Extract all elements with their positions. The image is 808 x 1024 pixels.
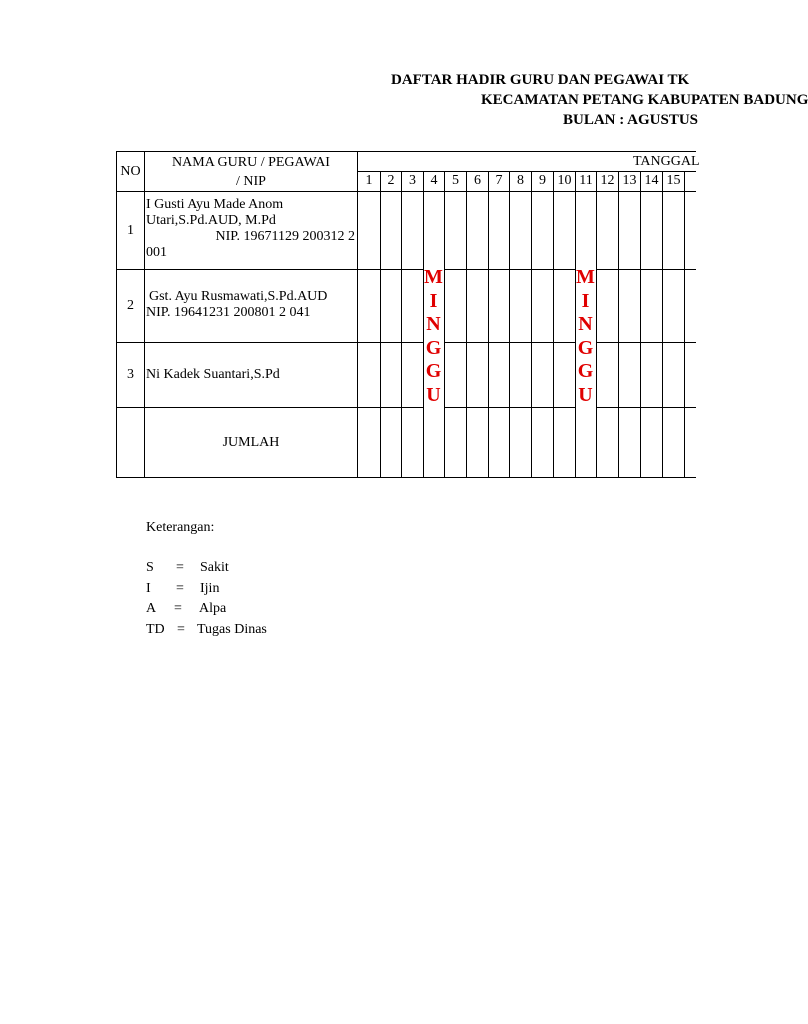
day-header-7: 7	[495, 173, 503, 188]
legend-equals: =	[176, 560, 184, 575]
table-top-border	[116, 151, 696, 152]
col-border-day-2	[401, 171, 402, 478]
row-1-no: 1	[127, 222, 134, 238]
col-border-day-11	[596, 171, 597, 478]
day-header-3: 3	[409, 173, 416, 188]
sunday-letter: G	[425, 336, 442, 359]
legend-code: I	[146, 581, 151, 596]
col-border-day-13	[640, 171, 641, 478]
day-header-13: 13	[622, 173, 637, 188]
col-border-day-6	[488, 171, 489, 478]
row-1-name-line-1: I Gusti Ayu Made Anom	[146, 197, 284, 212]
col-border-day-1	[380, 171, 381, 478]
sunday-letter: U	[578, 383, 593, 406]
day-header-4: 4	[430, 173, 438, 188]
col-border-day-15	[684, 171, 685, 478]
legend-description: Tugas Dinas	[197, 622, 267, 637]
month-label: BULAN : AGUSTUS	[563, 112, 699, 128]
legend-equals: =	[177, 622, 185, 637]
row-2-name: Gst. Ayu Rusmawati,S.Pd.AUD	[149, 289, 328, 304]
sunday-letter: G	[425, 360, 442, 382]
sunday-letter: N	[426, 313, 441, 335]
col-border-day-9	[553, 171, 554, 478]
row-2-name-cell	[146, 289, 357, 321]
document-title: DAFTAR HADIR GURU DAN PEGAWAI TK	[391, 72, 690, 88]
legend-code: A	[146, 601, 157, 616]
total-label: JUMLAH	[222, 434, 280, 450]
table-bottom-border	[116, 477, 696, 478]
legend-description: Alpa	[199, 601, 227, 616]
col-border-day-5	[466, 171, 467, 478]
header-date-group: TANGGAL	[633, 154, 700, 169]
col-border-day-12	[618, 171, 619, 478]
sunday-letter: G	[577, 336, 594, 359]
sunday-letter: U	[426, 383, 441, 406]
legend-description: Sakit	[200, 560, 229, 575]
day-header-1: 1	[365, 173, 373, 188]
day-header-12: 12	[600, 173, 615, 188]
legend-title: Keterangan:	[146, 520, 215, 535]
legend-description: Ijin	[200, 581, 220, 596]
row-1-nip: NIP. 19671129 200312 2	[215, 229, 355, 244]
legend-equals: =	[174, 601, 182, 616]
row-1-name-cell	[146, 197, 357, 261]
day-header-5: 5	[452, 173, 459, 188]
sunday-letter: I	[581, 289, 590, 312]
sunday-letter: M	[576, 266, 595, 288]
col-border-day-7	[509, 171, 510, 478]
col-border-day-14	[662, 171, 663, 478]
day-header-8: 8	[517, 173, 524, 188]
row-divider-2c	[596, 342, 696, 343]
day-header-2: 2	[387, 173, 395, 188]
legend-equals: =	[176, 581, 184, 596]
sunday-letter: G	[577, 360, 594, 382]
day-header-6: 6	[474, 173, 481, 188]
day-header-15: 15	[666, 173, 681, 188]
sunday-letter: N	[578, 313, 593, 335]
header-bottom-border	[116, 191, 696, 192]
col-border-day-8	[531, 171, 532, 478]
col-border-day-4	[444, 171, 445, 478]
col-border-name	[357, 151, 358, 478]
row-2-nip: NIP. 19641231 200801 2 041	[146, 305, 311, 320]
sunday-label-day-11	[575, 266, 596, 407]
legend-code: TD	[146, 622, 165, 637]
header-name-line-1: NAMA GURU / PEGAWAI	[172, 155, 330, 170]
document-subtitle: KECAMATAN PETANG KABUPATEN BADUNG	[481, 92, 808, 108]
row-2-no: 2	[127, 298, 134, 313]
row-divider-1c	[596, 269, 696, 270]
sunday-letter: I	[429, 289, 438, 312]
row-3-no: 3	[127, 367, 134, 382]
day-header-9: 9	[539, 173, 546, 188]
header-no: NO	[120, 163, 141, 179]
row-divider-1a	[116, 269, 423, 270]
legend-code: S	[146, 560, 154, 575]
header-name-line-2: / NIP	[236, 174, 266, 189]
row-divider-3c	[596, 407, 696, 408]
row-1-name-line-2: Utari,S.Pd.AUD, M.Pd	[146, 213, 276, 228]
row-1-nip-continued: 001	[146, 245, 167, 260]
sunday-label-day-4	[423, 266, 444, 407]
header-name	[145, 153, 357, 191]
day-header-11: 11	[579, 173, 593, 188]
sunday-letter: M	[424, 266, 443, 288]
day-header-14: 14	[644, 173, 659, 188]
day-header-10: 10	[557, 173, 572, 188]
row-3-name: Ni Kadek Suantari,S.Pd	[146, 367, 280, 382]
